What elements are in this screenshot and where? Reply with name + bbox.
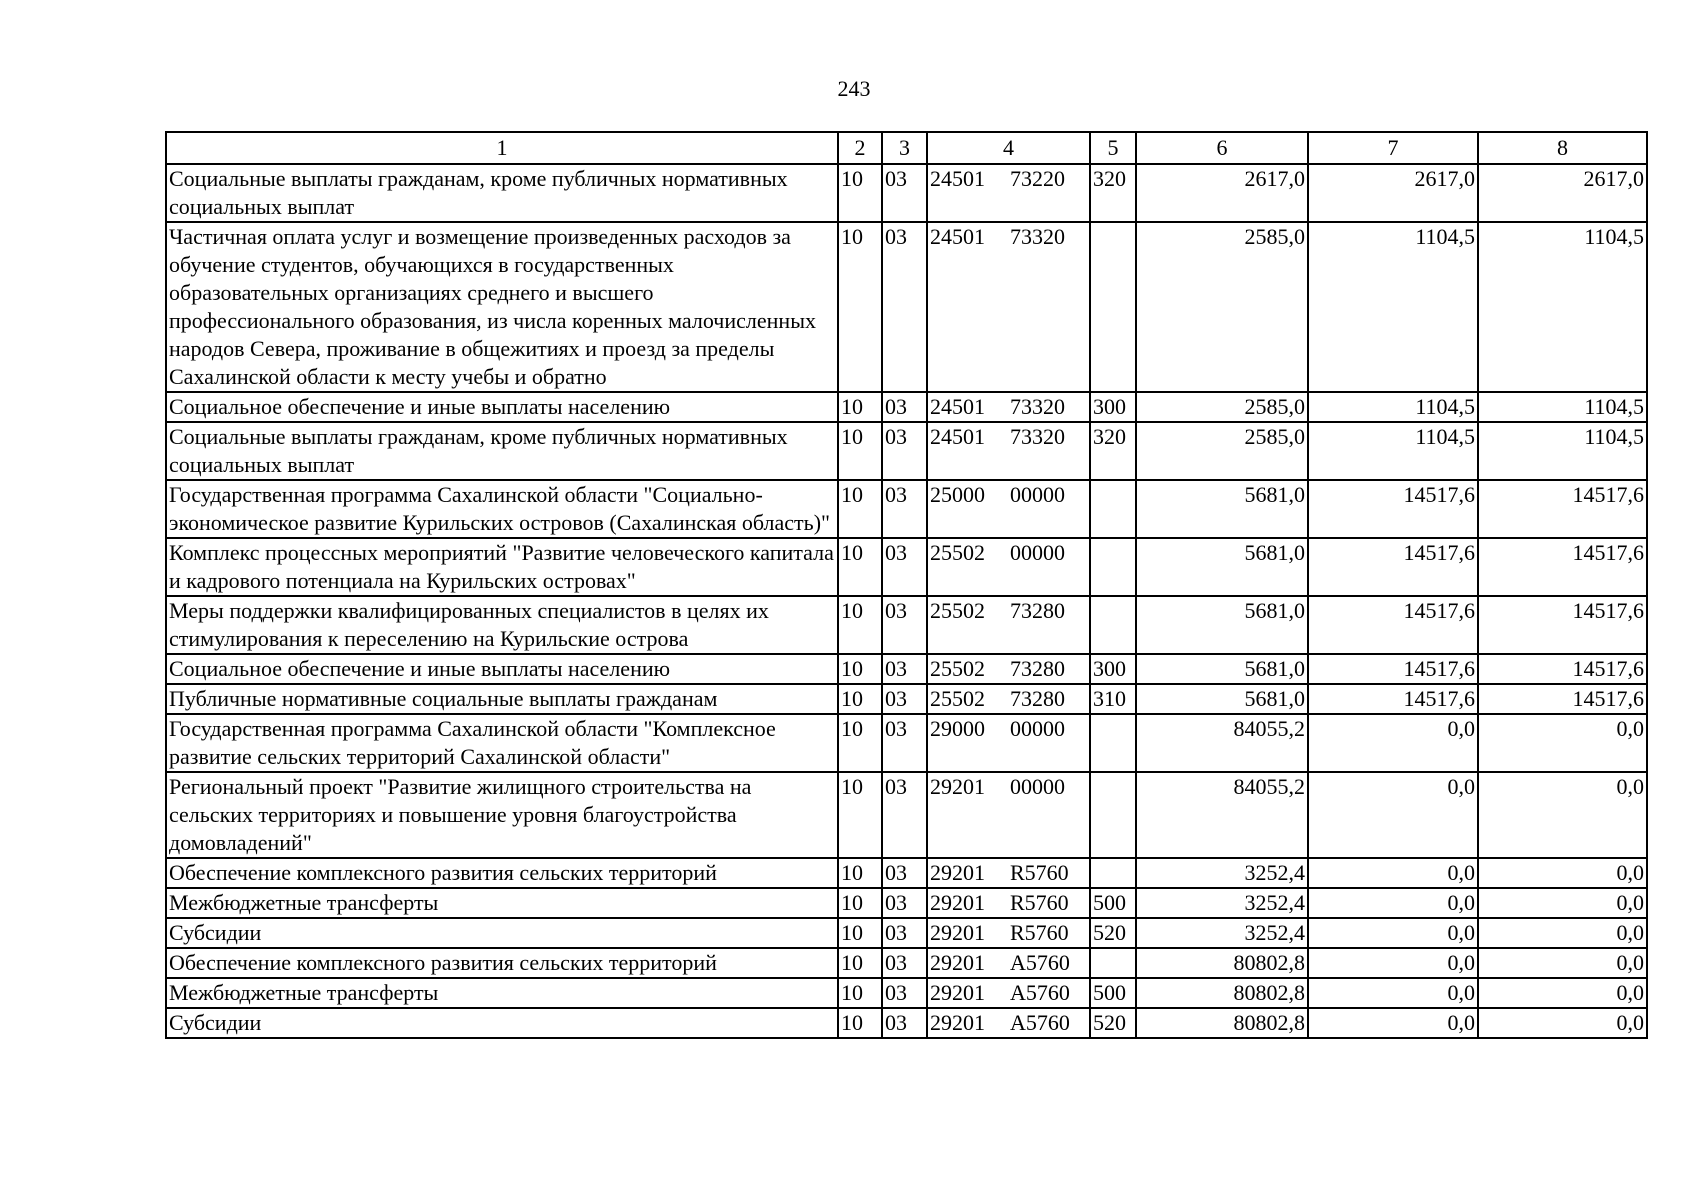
table-row <box>166 654 1647 684</box>
expense-type-code <box>1090 596 1136 654</box>
amount-column-6: 3252,4 <box>1136 858 1308 888</box>
row-name: Социальное обеспечение и иные выплаты населению <box>166 392 838 422</box>
section-code: 10 <box>838 222 882 392</box>
amount-column-7: 1104,5 <box>1308 422 1478 480</box>
expense-type-code: 500 <box>1090 888 1136 918</box>
section-code: 10 <box>838 392 882 422</box>
expense-type-code: 310 <box>1090 684 1136 714</box>
table-row <box>166 772 1647 858</box>
amount-column-6: 80802,8 <box>1136 1008 1308 1038</box>
target-article-code <box>927 654 1090 684</box>
amount-column-8: 0,0 <box>1478 888 1647 918</box>
expense-type-code: 500 <box>1090 978 1136 1008</box>
subsection-code: 03 <box>882 684 927 714</box>
program-code: 29201 <box>930 860 985 885</box>
row-name: Государственная программа Сахалинской области "Комплексное развитие сельских территорий Сахалинской области" <box>166 714 838 772</box>
amount-column-7: 14517,6 <box>1308 538 1478 596</box>
expense-type-code: 520 <box>1090 918 1136 948</box>
direction-code: R5760 <box>1010 860 1069 885</box>
direction-code: 73280 <box>1010 598 1065 623</box>
column-header: 2 <box>838 132 882 164</box>
table-row <box>166 222 1647 392</box>
row-name: Социальные выплаты гражданам, кроме публичных нормативных социальных выплат <box>166 164 838 222</box>
target-article-code <box>927 858 1090 888</box>
program-code: 25502 <box>930 686 985 711</box>
target-article-code <box>927 684 1090 714</box>
column-header: 7 <box>1308 132 1478 164</box>
amount-column-7: 0,0 <box>1308 772 1478 858</box>
section-code: 10 <box>838 164 882 222</box>
amount-column-6: 80802,8 <box>1136 948 1308 978</box>
subsection-code: 03 <box>882 596 927 654</box>
target-article-code <box>927 164 1090 222</box>
expense-type-code <box>1090 480 1136 538</box>
row-name: Обеспечение комплексного развития сельских территорий <box>166 858 838 888</box>
direction-code: R5760 <box>1010 890 1069 915</box>
row-name: Социальные выплаты гражданам, кроме публичных нормативных социальных выплат <box>166 422 838 480</box>
amount-column-7: 0,0 <box>1308 1008 1478 1038</box>
direction-code: 73280 <box>1010 656 1065 681</box>
table-row <box>166 538 1647 596</box>
direction-code: 73280 <box>1010 686 1065 711</box>
header-row <box>166 132 1647 164</box>
amount-column-7: 0,0 <box>1308 918 1478 948</box>
column-header: 6 <box>1136 132 1308 164</box>
target-article-code <box>927 222 1090 392</box>
amount-column-8: 0,0 <box>1478 918 1647 948</box>
subsection-code: 03 <box>882 772 927 858</box>
subsection-code: 03 <box>882 948 927 978</box>
expense-type-code: 320 <box>1090 422 1136 480</box>
target-article-code <box>927 480 1090 538</box>
amount-column-6: 5681,0 <box>1136 480 1308 538</box>
direction-code: 00000 <box>1010 482 1065 507</box>
target-article-code <box>927 948 1090 978</box>
amount-column-6: 5681,0 <box>1136 654 1308 684</box>
program-code: 29201 <box>930 1010 985 1035</box>
subsection-code: 03 <box>882 392 927 422</box>
program-code: 29000 <box>930 716 985 741</box>
section-code: 10 <box>838 948 882 978</box>
program-code: 25502 <box>930 540 985 565</box>
expense-type-code: 300 <box>1090 392 1136 422</box>
expense-type-code: 300 <box>1090 654 1136 684</box>
program-code: 25502 <box>930 656 985 681</box>
subsection-code: 03 <box>882 422 927 480</box>
expense-type-code <box>1090 772 1136 858</box>
table-row <box>166 948 1647 978</box>
amount-column-6: 5681,0 <box>1136 538 1308 596</box>
section-code: 10 <box>838 654 882 684</box>
program-code: 29201 <box>930 890 985 915</box>
table-row <box>166 392 1647 422</box>
expense-type-code <box>1090 538 1136 596</box>
table-row <box>166 714 1647 772</box>
amount-column-8: 0,0 <box>1478 772 1647 858</box>
table-body <box>166 164 1647 1038</box>
target-article-code <box>927 888 1090 918</box>
direction-code: 73320 <box>1010 394 1065 419</box>
direction-code: 73320 <box>1010 424 1065 449</box>
amount-column-6: 84055,2 <box>1136 772 1308 858</box>
program-code: 24501 <box>930 424 985 449</box>
direction-code: 73320 <box>1010 224 1065 249</box>
expense-type-code <box>1090 714 1136 772</box>
table-row <box>166 978 1647 1008</box>
target-article-code <box>927 918 1090 948</box>
direction-code: 00000 <box>1010 716 1065 741</box>
row-name: Субсидии <box>166 918 838 948</box>
direction-code: A5760 <box>1010 1010 1070 1035</box>
target-article-code <box>927 422 1090 480</box>
row-name: Частичная оплата услуг и возмещение произведенных расходов за обучение студентов, обучающихся в государственных образовательных организациях среднего и высшего профессионального образования, из числа коренных малочисленных народов Севера, проживание в общежитиях и проезд за пределы Сахалинской области к месту учебы и обратно <box>166 222 838 392</box>
subsection-code: 03 <box>882 918 927 948</box>
section-code: 10 <box>838 596 882 654</box>
section-code: 10 <box>838 888 882 918</box>
program-code: 29201 <box>930 950 985 975</box>
amount-column-7: 14517,6 <box>1308 596 1478 654</box>
amount-column-7: 0,0 <box>1308 888 1478 918</box>
amount-column-8: 0,0 <box>1478 948 1647 978</box>
amount-column-8: 0,0 <box>1478 1008 1647 1038</box>
row-name: Межбюджетные трансферты <box>166 978 838 1008</box>
row-name: Государственная программа Сахалинской области "Социально-экономическое развитие Курильских островов (Сахалинская область)" <box>166 480 838 538</box>
section-code: 10 <box>838 978 882 1008</box>
section-code: 10 <box>838 714 882 772</box>
subsection-code: 03 <box>882 714 927 772</box>
amount-column-7: 0,0 <box>1308 948 1478 978</box>
row-name: Региональный проект "Развитие жилищного строительства на сельских территориях и повышение уровня благоустройства домовладений" <box>166 772 838 858</box>
budget-table <box>165 131 1648 1039</box>
amount-column-8: 14517,6 <box>1478 684 1647 714</box>
direction-code: R5760 <box>1010 920 1069 945</box>
subsection-code: 03 <box>882 538 927 596</box>
column-header: 3 <box>882 132 927 164</box>
amount-column-7: 0,0 <box>1308 858 1478 888</box>
table-row <box>166 918 1647 948</box>
amount-column-7: 14517,6 <box>1308 480 1478 538</box>
section-code: 10 <box>838 480 882 538</box>
amount-column-8: 0,0 <box>1478 714 1647 772</box>
amount-column-8: 14517,6 <box>1478 654 1647 684</box>
table-row <box>166 858 1647 888</box>
amount-column-7: 1104,5 <box>1308 392 1478 422</box>
subsection-code: 03 <box>882 222 927 392</box>
amount-column-7: 0,0 <box>1308 714 1478 772</box>
direction-code: 00000 <box>1010 540 1065 565</box>
section-code: 10 <box>838 1008 882 1038</box>
subsection-code: 03 <box>882 480 927 538</box>
amount-column-6: 5681,0 <box>1136 596 1308 654</box>
row-name: Комплекс процессных мероприятий "Развитие человеческого капитала и кадрового потенциала на Курильских островах" <box>166 538 838 596</box>
program-code: 29201 <box>930 980 985 1005</box>
amount-column-7: 0,0 <box>1308 978 1478 1008</box>
expense-type-code <box>1090 222 1136 392</box>
column-header: 5 <box>1090 132 1136 164</box>
amount-column-8: 1104,5 <box>1478 222 1647 392</box>
target-article-code <box>927 596 1090 654</box>
section-code: 10 <box>838 858 882 888</box>
amount-column-8: 14517,6 <box>1478 480 1647 538</box>
amount-column-8: 1104,5 <box>1478 392 1647 422</box>
direction-code: A5760 <box>1010 980 1070 1005</box>
table-row <box>166 422 1647 480</box>
subsection-code: 03 <box>882 654 927 684</box>
expense-type-code <box>1090 948 1136 978</box>
subsection-code: 03 <box>882 858 927 888</box>
direction-code: A5760 <box>1010 950 1070 975</box>
amount-column-7: 1104,5 <box>1308 222 1478 392</box>
amount-column-8: 14517,6 <box>1478 538 1647 596</box>
program-code: 24501 <box>930 394 985 419</box>
row-name: Публичные нормативные социальные выплаты гражданам <box>166 684 838 714</box>
expense-type-code: 320 <box>1090 164 1136 222</box>
amount-column-8: 0,0 <box>1478 858 1647 888</box>
amount-column-6: 80802,8 <box>1136 978 1308 1008</box>
section-code: 10 <box>838 918 882 948</box>
target-article-code <box>927 978 1090 1008</box>
amount-column-6: 84055,2 <box>1136 714 1308 772</box>
amount-column-6: 5681,0 <box>1136 684 1308 714</box>
row-name: Субсидии <box>166 1008 838 1038</box>
table-row <box>166 596 1647 654</box>
amount-column-6: 3252,4 <box>1136 918 1308 948</box>
column-header: 1 <box>166 132 838 164</box>
target-article-code <box>927 538 1090 596</box>
direction-code: 00000 <box>1010 774 1065 799</box>
section-code: 10 <box>838 422 882 480</box>
column-header: 4 <box>927 132 1090 164</box>
subsection-code: 03 <box>882 888 927 918</box>
subsection-code: 03 <box>882 1008 927 1038</box>
expense-type-code <box>1090 858 1136 888</box>
column-header: 8 <box>1478 132 1647 164</box>
target-article-code <box>927 772 1090 858</box>
amount-column-8: 0,0 <box>1478 978 1647 1008</box>
table-row <box>166 1008 1647 1038</box>
amount-column-6: 2585,0 <box>1136 422 1308 480</box>
amount-column-6: 2585,0 <box>1136 222 1308 392</box>
target-article-code <box>927 714 1090 772</box>
table-row <box>166 480 1647 538</box>
row-name: Меры поддержки квалифицированных специалистов в целях их стимулирования к переселению на Курильские острова <box>166 596 838 654</box>
expense-type-code: 520 <box>1090 1008 1136 1038</box>
amount-column-6: 3252,4 <box>1136 888 1308 918</box>
amount-column-8: 2617,0 <box>1478 164 1647 222</box>
amount-column-6: 2585,0 <box>1136 392 1308 422</box>
program-code: 29201 <box>930 920 985 945</box>
amount-column-8: 14517,6 <box>1478 596 1647 654</box>
row-name: Социальное обеспечение и иные выплаты населению <box>166 654 838 684</box>
row-name: Обеспечение комплексного развития сельских территорий <box>166 948 838 978</box>
amount-column-7: 14517,6 <box>1308 684 1478 714</box>
subsection-code: 03 <box>882 978 927 1008</box>
table-row <box>166 684 1647 714</box>
amount-column-7: 2617,0 <box>1308 164 1478 222</box>
program-code: 25000 <box>930 482 985 507</box>
program-code: 24501 <box>930 166 985 191</box>
section-code: 10 <box>838 538 882 596</box>
table-row <box>166 164 1647 222</box>
program-code: 29201 <box>930 774 985 799</box>
section-code: 10 <box>838 684 882 714</box>
target-article-code <box>927 392 1090 422</box>
program-code: 25502 <box>930 598 985 623</box>
target-article-code <box>927 1008 1090 1038</box>
table-row <box>166 888 1647 918</box>
amount-column-7: 14517,6 <box>1308 654 1478 684</box>
row-name: Межбюджетные трансферты <box>166 888 838 918</box>
subsection-code: 03 <box>882 164 927 222</box>
direction-code: 73220 <box>1010 166 1065 191</box>
section-code: 10 <box>838 772 882 858</box>
amount-column-8: 1104,5 <box>1478 422 1647 480</box>
page-number: 243 <box>837 76 871 101</box>
program-code: 24501 <box>930 224 985 249</box>
amount-column-6: 2617,0 <box>1136 164 1308 222</box>
